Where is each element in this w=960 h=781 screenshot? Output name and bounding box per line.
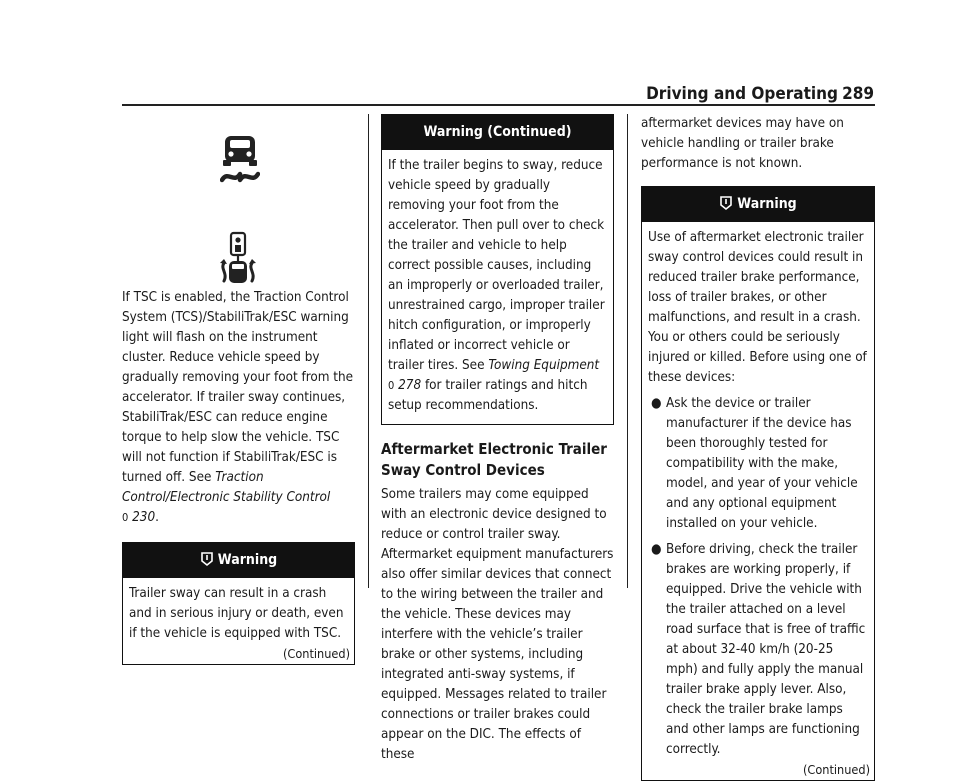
warning-body (642, 222, 874, 762)
aftermarket-paragraph: Some trailers may come equipped with an electronic device designed to reduce or control trailer sway. Aftermarket equipment manufacturers also offer similar devices that connect to the wiring between the trailer and the vehicle. These devices may interfere with the vehicle’s trailer brake or other systems, including integrated anti-sway systems, if equipped. Messages related to trailer connections or trailer brakes could appear on the DIC. The effects of these (381, 487, 614, 762)
warning-continued-box (381, 114, 614, 425)
list-item: ● Ask the device or trailer manufacturer if the device has been thoroughly tested for compatibility with the make, model, and year of your vehicle and any optional equipment installed on your vehicle. (651, 396, 858, 531)
warning-body (123, 578, 354, 646)
trailer-sway-control-icon (218, 231, 258, 287)
page-reference-icon: 0 (388, 379, 395, 392)
header-rule (122, 104, 875, 106)
section-title: Driving and Operating (646, 84, 838, 104)
aftermarket-continued-paragraph: aftermarket devices may have on vehicle handling or trailer brake performance is not known. (641, 116, 844, 171)
warning-box (122, 542, 355, 665)
page-reference-278[interactable]: 278 (398, 378, 422, 393)
warning-continued-text: If the trailer begins to sway, reduce vehicle speed by gradually removing your foot from the accelerator. Then pull over to check the trailer and vehicle to help correct possible causes, including an improperly or overloaded trailer, unrestrained cargo, improper trailer hitch configuration, or improperly inflated or incorrect vehicle or trailer tires. See Towing Equipment 0 278 for trailer ratings and hitch setup recommendations. (388, 158, 605, 413)
warning-text: Use of aftermarket electronic trailer sway control devices could result in reduced trailer brake performance, loss of trailer brakes, or other malfunctions, and result in a crash. You or others could be seriously injured or killed. Before using one of these devices: (648, 230, 867, 385)
indicator-icons (122, 118, 355, 288)
warning-box-aftermarket (641, 186, 875, 781)
bullet-icon: ● (651, 542, 662, 557)
page-reference-icon: 0 (122, 511, 129, 524)
warning-text: Trailer sway can result in a crash and in serious injury or death, even if the vehicle is equipped with TSC. (129, 586, 344, 641)
page-header (0, 0, 960, 110)
column-divider-right (627, 114, 628, 588)
page-number: 289 (842, 84, 874, 104)
traction-control-link[interactable]: Traction Control/Electronic Stability Control (122, 470, 331, 505)
towing-equipment-link[interactable]: Towing Equipment (488, 358, 600, 373)
warning-header: Warning (642, 187, 874, 222)
warning-icon (200, 551, 214, 567)
bullet-icon: ● (651, 396, 662, 411)
tsc-paragraph: If TSC is enabled, the Traction Control System (TCS)/StabiliTrak/ESC warning light will flash on the instrument cluster. Reduce vehicle speed by gradually removing your foot from the accelerator. If trailer sway continues, StabiliTrak/ESC can reduce engine torque to help slow the vehicle. TSC will not function if StabiliTrak/ESC is turned off. See Traction Control/Electronic Stability Control 0 230. (122, 290, 354, 525)
traction-control-off-icon (220, 134, 260, 186)
warning-header: Warning (123, 543, 354, 578)
left-column (122, 118, 355, 665)
warning-continued-header: Warning (Continued) (382, 115, 613, 150)
right-column (641, 114, 875, 781)
page-reference-230[interactable]: 230 (132, 510, 156, 525)
list-item: ● Before driving, check the trailer brakes are working properly, if equipped. Drive the vehicle with the trailer attached on a level road surface that is free of traffic at about 32-40 km/h (20-25 mph) and fully apply the manual trailer brake apply lever. Also, check the trailer brake lamps and other lamps are functioning correctly. (651, 542, 866, 757)
section-heading: Aftermarket Electronic Trailer Sway Control Devices (381, 440, 607, 479)
warning-continued-body (382, 150, 613, 424)
column-divider-left (368, 114, 369, 588)
warning-icon (719, 195, 733, 211)
middle-column (381, 114, 614, 765)
continued-label: (Continued) (283, 646, 350, 661)
continued-label: (Continued) (803, 762, 870, 777)
